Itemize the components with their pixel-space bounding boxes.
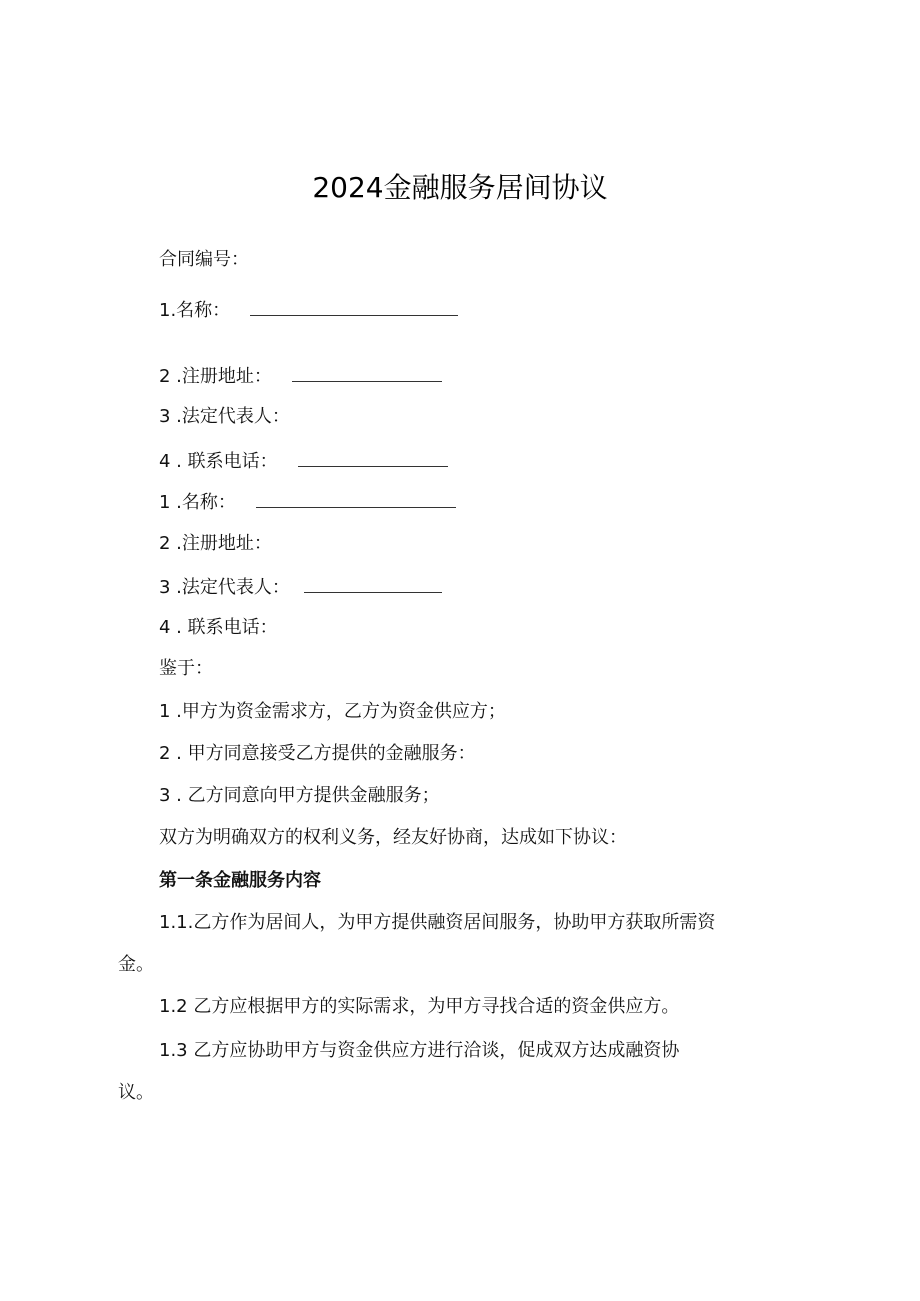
clause-1-1-line-2: 金。 <box>118 954 154 975</box>
whereas-item-2: 2 . 甲方同意接受乙方提供的金融服务： <box>159 743 476 764</box>
party-a-phone-label: 4 . 联系电话： <box>159 451 278 472</box>
party-b-legal-rep-label: 3 .法定代表人： <box>159 577 290 598</box>
party-a-legal-rep-row <box>159 405 290 429</box>
party-b-address-row <box>159 532 272 556</box>
party-a-address-row <box>159 363 442 389</box>
clause-1-3-line-2: 议。 <box>118 1082 154 1103</box>
party-b-legal-rep-blank <box>304 574 442 593</box>
party-a-address-blank <box>292 363 442 382</box>
party-b-name-label: 1 .名称： <box>159 492 236 513</box>
clause-1-2: 1.2 乙方应根据甲方的实际需求，为甲方寻找合适的资金供应方。 <box>159 996 680 1017</box>
whereas-item-1: 1 .甲方为资金需求方，乙方为资金供应方； <box>159 701 506 722</box>
party-a-phone-blank <box>298 448 448 467</box>
agreement-intro: 双方为明确双方的权利义务，经友好协商，达成如下协议： <box>159 827 627 848</box>
party-b-phone-row <box>159 616 278 640</box>
whereas-item-3: 3 . 乙方同意向甲方提供金融服务； <box>159 785 440 806</box>
party-a-legal-rep-label: 3 .法定代表人： <box>159 406 290 427</box>
party-b-address-label: 2 .注册地址： <box>159 533 272 554</box>
clause-1-3-line-1: 1.3 乙方应协助甲方与资金供应方进行洽谈，促成双方达成融资协 <box>159 1040 680 1061</box>
whereas-label: 鉴于： <box>159 658 213 679</box>
document-title: 2024金融服务居间协议 <box>312 171 608 204</box>
party-b-name-blank <box>256 489 456 508</box>
contract-number-label: 合同编号： <box>159 249 249 270</box>
article-1-heading: 第一条金融服务内容 <box>159 870 321 891</box>
party-a-address-label: 2 .注册地址： <box>159 366 272 387</box>
party-a-phone-row <box>159 448 448 474</box>
party-a-name-row <box>159 297 458 323</box>
party-a-name-label: 1.名称： <box>159 300 231 321</box>
party-a-name-blank <box>250 297 458 316</box>
party-b-phone-label: 4 . 联系电话： <box>159 617 278 638</box>
party-b-name-row <box>159 489 456 515</box>
clause-1-1-line-1: 1.1.乙方作为居间人，为甲方提供融资居间服务，协助甲方获取所需资 <box>159 912 716 933</box>
party-b-legal-rep-row <box>159 574 442 600</box>
